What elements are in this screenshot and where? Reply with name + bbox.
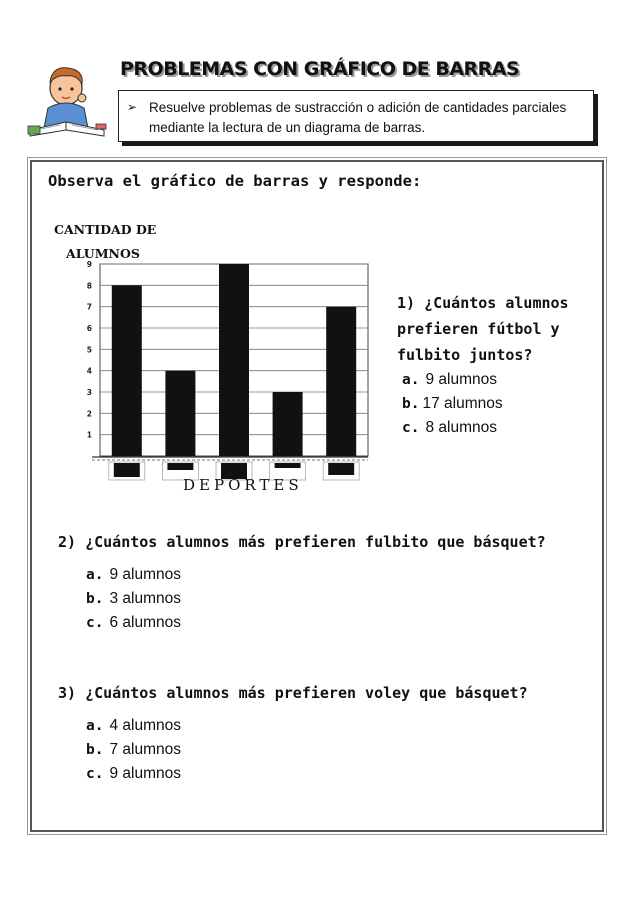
bar bbox=[165, 371, 195, 456]
option-letter: b. bbox=[402, 396, 420, 412]
category-icon-block bbox=[328, 463, 354, 475]
y-axis-label-line2: ALUMNOS bbox=[66, 246, 140, 261]
option-text: 8 alumnos bbox=[425, 419, 497, 436]
option-text: 4 alumnos bbox=[109, 717, 181, 734]
bar bbox=[219, 264, 249, 456]
category-icon-block bbox=[167, 463, 193, 470]
bar bbox=[273, 392, 303, 456]
option-letter: c. bbox=[402, 420, 420, 436]
option-letter: c. bbox=[86, 766, 104, 782]
question-3-option-b[interactable] bbox=[86, 738, 181, 762]
option-text: 6 alumnos bbox=[109, 614, 181, 631]
objective-text: Resuelve problemas de sustracción o adición de cantidades parciales mediante la lectura de un diagrama de barras. bbox=[149, 100, 567, 135]
x-axis-label: DEPORTES bbox=[183, 476, 303, 494]
option-text: 9 alumnos bbox=[425, 371, 497, 388]
y-tick-label: 6 bbox=[86, 324, 92, 333]
option-letter: a. bbox=[86, 567, 104, 583]
bar bbox=[112, 285, 142, 456]
question-1-option-a[interactable] bbox=[402, 368, 497, 392]
y-tick-label: 9 bbox=[86, 260, 92, 269]
question-2-option-c[interactable] bbox=[86, 611, 181, 635]
option-letter: b. bbox=[86, 742, 104, 758]
question-1-option-b[interactable] bbox=[402, 392, 503, 416]
objective-box bbox=[118, 90, 594, 142]
option-letter: c. bbox=[86, 615, 104, 631]
y-tick-label: 4 bbox=[86, 366, 92, 376]
y-tick-label: 2 bbox=[86, 409, 92, 419]
option-letter: a. bbox=[402, 372, 420, 388]
y-tick-label: 3 bbox=[86, 388, 92, 397]
option-text: 17 alumnos bbox=[422, 395, 503, 412]
instruction-text: Observa el gráfico de barras y responde: bbox=[48, 172, 422, 190]
question-2: 2) ¿Cuántos alumnos más prefieren fulbito que básquet? bbox=[58, 533, 546, 551]
option-letter: b. bbox=[86, 591, 104, 607]
category-icon-block bbox=[275, 463, 301, 468]
question-3-option-c[interactable] bbox=[86, 762, 181, 786]
option-text: 9 alumnos bbox=[109, 566, 181, 583]
y-tick-label: 7 bbox=[86, 302, 92, 312]
student-reading-illustration bbox=[22, 58, 112, 142]
question-2-option-a[interactable] bbox=[86, 563, 181, 587]
bar-chart-svg bbox=[50, 218, 370, 498]
y-tick-label: 8 bbox=[86, 281, 92, 291]
option-letter: a. bbox=[86, 718, 104, 734]
bar bbox=[326, 307, 356, 456]
category-icon-block bbox=[114, 463, 140, 477]
option-text: 7 alumnos bbox=[109, 741, 181, 758]
arrow-bullet-icon: ➢ bbox=[127, 100, 138, 114]
option-text: 9 alumnos bbox=[109, 765, 181, 782]
question-3: 3) ¿Cuántos alumnos más prefieren voley que básquet? bbox=[58, 684, 528, 702]
y-axis-label-line1: CANTIDAD DE bbox=[54, 222, 157, 237]
y-tick-label: 5 bbox=[86, 345, 92, 355]
option-text: 3 alumnos bbox=[109, 590, 181, 607]
bar-chart bbox=[50, 218, 370, 498]
question-3-option-a[interactable] bbox=[86, 714, 181, 738]
worksheet-title: PROBLEMAS CON GRÁFICO DE BARRAS bbox=[120, 58, 520, 80]
question-1: 1) ¿Cuántos alumnos prefieren fútbol y fulbito juntos? bbox=[397, 294, 569, 364]
question-1-option-c[interactable] bbox=[402, 416, 497, 440]
question-2-option-b[interactable] bbox=[86, 587, 181, 611]
y-tick-label: 1 bbox=[86, 430, 92, 440]
